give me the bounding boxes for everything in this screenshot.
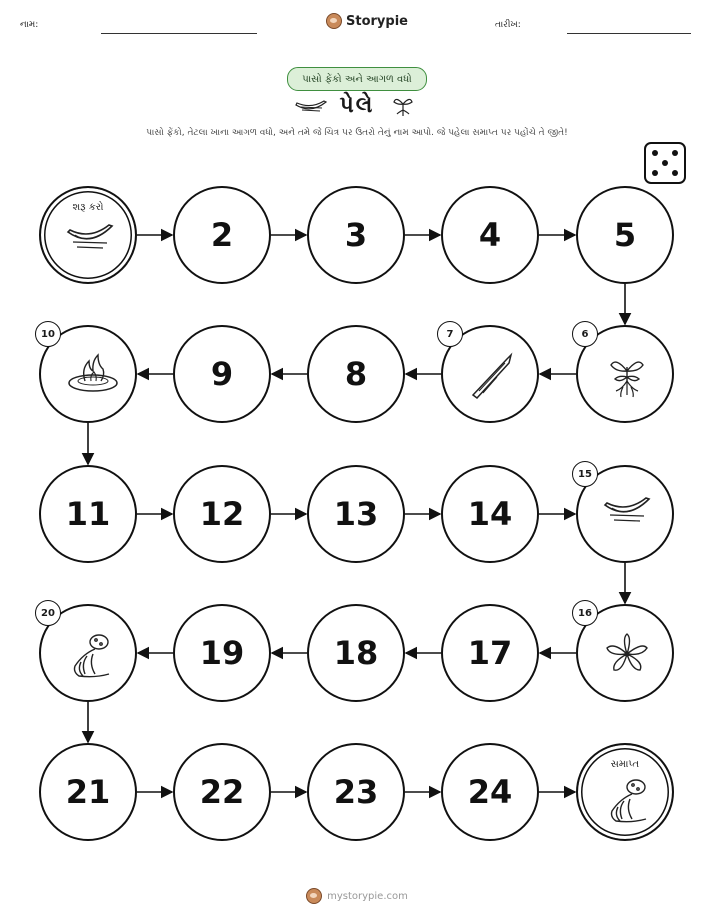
board-space-3[interactable] <box>307 186 405 284</box>
footer-url[interactable]: mystorypie.com <box>327 890 408 902</box>
space-number-badge: 20 <box>35 600 61 626</box>
space-number: 5 <box>613 216 637 254</box>
board-space-16[interactable] <box>576 604 674 702</box>
footer-bear-icon <box>306 888 322 904</box>
space-number: 2 <box>210 216 234 254</box>
board-space-22[interactable] <box>173 743 271 841</box>
board-space-24[interactable] <box>441 743 539 841</box>
finish-space[interactable] <box>576 743 674 841</box>
flower-icon <box>602 630 652 680</box>
board-space-10[interactable] <box>39 325 137 423</box>
space-number: 9 <box>210 355 234 393</box>
board-space-8[interactable] <box>307 325 405 423</box>
space-number: 13 <box>333 495 379 533</box>
stick-icon <box>467 351 517 401</box>
canoe-icon <box>602 491 652 541</box>
instructions-text: પાસો ફેંકો, તેટલા ખાના આગળ વધો, અને તમે જે ચિત્ર પર ઉતરો તેનું નામ આપો. જે પહેલા સમાપ્ત પર પહોંચે તે જીતે! <box>146 128 568 138</box>
space-number: 18 <box>333 634 379 672</box>
space-number: 24 <box>467 773 513 811</box>
start-label: શરૂ કરો <box>72 202 104 213</box>
fire-icon <box>65 351 115 401</box>
space-number: 21 <box>65 773 111 811</box>
board-space-2[interactable] <box>173 186 271 284</box>
board-space-21[interactable] <box>39 743 137 841</box>
board-space-5[interactable] <box>576 186 674 284</box>
lava-icon <box>602 775 652 825</box>
space-number: 22 <box>199 773 245 811</box>
board-space-13[interactable] <box>307 465 405 563</box>
date-label: તારીખ: <box>495 20 521 30</box>
board-space-14[interactable] <box>441 465 539 563</box>
space-number-badge: 10 <box>35 321 61 347</box>
board-space-20[interactable] <box>39 604 137 702</box>
space-number-badge: 6 <box>572 321 598 347</box>
space-number: 14 <box>467 495 513 533</box>
board-space-4[interactable] <box>441 186 539 284</box>
space-number: 11 <box>65 495 111 533</box>
board-space-12[interactable] <box>173 465 271 563</box>
name-label: નામ: <box>20 20 39 30</box>
lava-icon <box>65 630 115 680</box>
sprout-icon <box>602 351 652 401</box>
space-number: 17 <box>467 634 513 672</box>
page-title: પેલે <box>339 92 375 118</box>
board-space-6[interactable] <box>576 325 674 423</box>
space-number: 8 <box>344 355 368 393</box>
board-space-17[interactable] <box>441 604 539 702</box>
space-number: 12 <box>199 495 245 533</box>
space-number-badge: 15 <box>572 461 598 487</box>
footer <box>0 888 714 904</box>
board-space-23[interactable] <box>307 743 405 841</box>
space-number: 19 <box>199 634 245 672</box>
finish-label: સમાપ્ત <box>610 759 640 770</box>
board-space-19[interactable] <box>173 604 271 702</box>
start-space[interactable] <box>39 186 137 284</box>
board-space-11[interactable] <box>39 465 137 563</box>
space-number-badge: 7 <box>437 321 463 347</box>
space-number: 4 <box>478 216 502 254</box>
canoe-icon <box>65 218 115 268</box>
space-number: 23 <box>333 773 379 811</box>
instruction-pill: પાસો ફેંકો અને આગળ વધો <box>287 67 427 91</box>
board-space-7[interactable] <box>441 325 539 423</box>
space-number: 3 <box>344 216 368 254</box>
board-space-15[interactable] <box>576 465 674 563</box>
brand-name: Storypie <box>346 13 408 29</box>
board-space-18[interactable] <box>307 604 405 702</box>
board-space-9[interactable] <box>173 325 271 423</box>
space-number-badge: 16 <box>572 600 598 626</box>
